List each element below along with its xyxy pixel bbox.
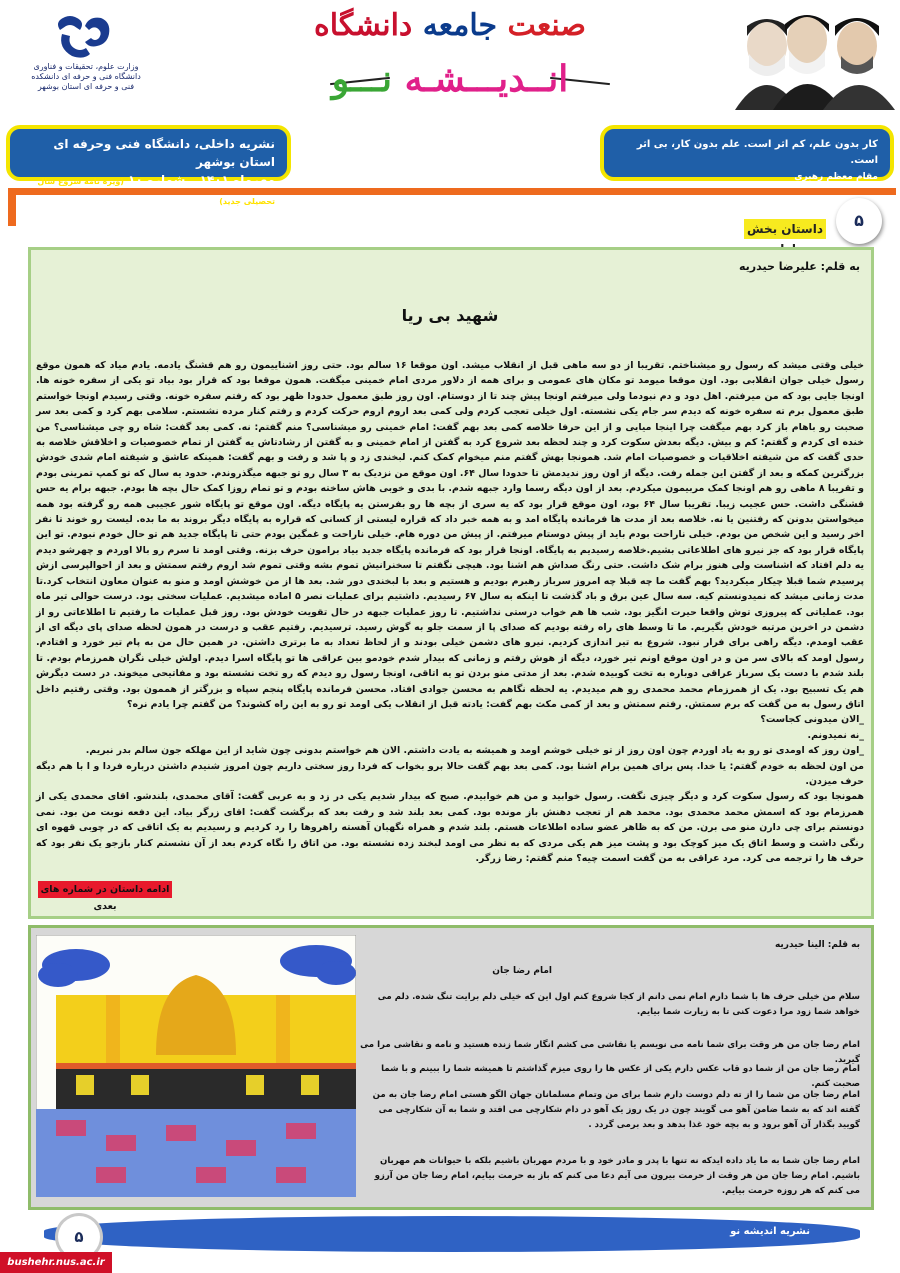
- newsletter-info-box: [6, 125, 291, 206]
- leaders-portraits: [735, 6, 895, 110]
- letter-paragraph: امام رضا جان شما به ما یاد داده ایدکه نه تنها با پدر و مادر خود و با مردم مهربان باشیم بلکه با حیوانات هم مهربان باشیم. امام رضا جان من هر وقت از حرمت بیرون می آیم دعا می کنم که باز به حرمت بیایم، امام رضا جان من آرزو می کنم که هر روزه حرمت بیایم.: [374, 1156, 860, 1196]
- newsletter-name: نشریه داخلی، دانشگاه فنی وحرفه ای استان بوشهر: [53, 137, 275, 169]
- letter-paragraph: امام رضا جان من از شما دو قاب عکس دارم یکی از عکس ها را روی میزم گذاشتم تا همیشه شما را ببینم و با شما صحبت کنم.: [381, 1064, 860, 1089]
- story-title: شهید بی ریا: [401, 306, 499, 325]
- continued-label: ادامه داستان در شماره های بعدی: [38, 881, 172, 898]
- quote-attribution: مقام معظم رهبری: [794, 172, 878, 182]
- publication-name-word-2: نـــو: [331, 58, 393, 100]
- masthead-word-2: جامعه: [422, 8, 498, 43]
- masthead-title: [270, 8, 630, 43]
- masthead-word-3: دانشگاه: [314, 8, 413, 43]
- story-paragraph: _اون روز که اومدی تو رو به یاد اوردم چون اون روز از تو خیلی خوشم اومد و همیشه به یادت داشتم. الان هم خواستم بدونی چون شاید از این مهلکه جون سالم بدر نبریم.: [85, 745, 864, 757]
- story-body: [36, 358, 864, 866]
- issue-number: مهرماه ۱۴۰۱ _ شماره ۱۰: [128, 173, 275, 187]
- letter-paragraph: امام رضا جان من هر وقت برای شما نامه می نویسم یا نقاشی می کشم انگار شما زنده هستید و نامه و نقاشی مرا می گیرید.: [360, 1040, 860, 1065]
- letter-author: به قلم: الینا حیدریه: [774, 940, 860, 950]
- university-emblem-icon: [30, 12, 140, 64]
- letter-paragraph: سلام من خیلی حرف ها با شما دارم امام نمی دانم از کجا شروع کنم اول این که خیلی دلم برایت تنگ شده. دلم می خواهد شما زود مرا دعوت کنی تا به زیارت شما بیایم.: [377, 992, 860, 1017]
- story-author: به قلم: علیرضا حیدریه: [738, 260, 860, 273]
- logo-caption: وزارت علوم، تحقیقات و فناوری دانشگاه فنی و حرفه ای دانشکده فنی و حرفه ای استان بوشهر: [31, 62, 141, 91]
- letter-salutation: امام رضا جان: [492, 966, 552, 976]
- story-paragraph: _الان میدونی کجاست؟: [760, 714, 864, 726]
- section-label: داستان بخش: [744, 219, 826, 239]
- page-number-badge: ۵: [836, 198, 882, 244]
- footer-url[interactable]: bushehr.nus.ac.ir: [0, 1252, 112, 1273]
- issue-note: (ویژه نامه شروع سال تحصیلی جدید): [37, 177, 275, 206]
- story-paragraph: من اون لحظه به خودم گفتم: یا خدا. پس برای همین برام اشنا بود. کمی بعد بهم گفت حالا برو بخواب که فردا روز سختی داریم چون امروز شنیدم داشتن درباره فردا و ا با هم دیگه حرف میزدن.: [36, 760, 864, 787]
- footer-publication: نشریه اندیشه نو: [730, 1226, 810, 1237]
- orange-divider-corner: [8, 188, 16, 226]
- publication-name-word-1: انــدیـــشـه: [404, 58, 569, 100]
- story-paragraph: همونجا بود که رسول سکوت کرد و دیگر چیزی نگفت. رسول خوابید و من هم خوابیدم. صبح که بیدار شدیم یکی در زد و به عربی گفت: آقای محمدی، بلندشو. اقای محمدی یکی از همرزمام بود که اسمش محمد محمدی بود. محمد هم از تعجب دهنش باز مونده بود. کمی بعد بلند شد و رفت بعد که برگشت گفت: اقای زرگر بیاد. این دفعه نوبت من بود. نمی دونستم برای چی دارن منو می برن. من که به ظاهر عضو ساده اطلاعات هستم. بلند شدم و همراه نگهبان آهسته راهروها را رد کردیم و رسیدیم به یک اتاقی که در چوبی قهوه ای رنگی داشت و وسط اتاق یک میز کوچک بود و پشت میز هم یکی مردی که به نظر می اومد لبخند زده نشسته بود. من اتاق را نگاه کردم بعد از آن نشستم کنار بازجو یک نفر بود که حرف ها را ترجمه می کرد. مرد عراقی به من گفت اسمت چیه؟ منم گفتم: رضا زرگر.: [36, 791, 864, 864]
- footer-page-number: ۵: [58, 1216, 100, 1258]
- publication-name: [300, 58, 600, 100]
- masthead-word-1: صنعت: [507, 8, 586, 43]
- story-paragraph: _نه نمیدونم.: [807, 729, 864, 741]
- orange-divider: [8, 188, 896, 195]
- quote-box: [600, 125, 894, 181]
- letter-paragraph: امام رضا جان من شما را از ته دلم دوست دارم شما برای من وتمام مسلمانان جهان الگو هستی امام رضا جان به من گفته اند که به شما ضامن آهو می گویند چون در یک روز یک آهو در دام شکارچی می افتد و شما به آن شکارچی می گویید بگذار آن آهو برود و به بچه خود غذا بدهد و بعد برمی گردد .: [372, 1090, 860, 1130]
- story-paragraph: خیلی وقتی میشد که رسول رو میشناختم. تقریبا از دو سه ماهی قبل از انقلاب میشد. اون موقعا ۱۶ سالم بود. حتی روز اشناییمون رو هم قشنگ یادمه. یادم میاد که همون موقع رسول خیلی جوان انقلابی بود. اون موقعا میومد تو مکان های عمومی و برای همه از دلاور مردی امام خمینی میگفت. همون موقعا بود که قرار بود بیاد تو یکی از سفره خونه ها. اونجا جایی بود که من میرفتم. اهل دود و دم نبودما ولی میرفتم اونجا پیش چند تا از دوستام. اون روز طبق معمول حدودا ظهر بود که رفتم سفره خونه. وقتی رسیدم اونجا خواستم طبق معمول برم ته سفره خونه که دیدم سر جام یکی نشسته. اول خیلی تعجب کردم ولی کمی بعد اروم اروم حرکت کردم و رفتم کنار مرده نشستم. سلامی بهم کرد و کمی بعد سر صحبت رو باهام باز کرد بهم میگفت چرا اینجا میایی و از این حرفا خلاصه کمی بعد بهم گفت: امام خمینی رو میشناسی؟ منم گفتم: نه. کمی بعد گفت: شاه رو چی میشناسی؟ من خنده ای کردم و گفتم: کم و بیش. دیگه بعدش سکوت کرد و چند لحظه بعد شروع کرد به گفتن از امام خمینی و به گفتن از رشادتاش یه گفتن از تمام خصوصیات و اخلاقش خلاصه به حدی گفت که من شیفته اخلاقیات و خصوصیات امام شد. همونجا بهش گفتم منم میخوام کمک کنم. لبخندی زد و پا شد و رفت و بهم گفت: همینکه عاشق و شیفته امام شدی خودش بزرگترین کمکه و بعد از گفتن این جمله رفت. دیگه از اون روز ندیدمش تا حدودا سال ۶۴. اون موقع من نزدیک به ۳ سال رو تو جبهه میگذروندم. حدود یه سال که تو کمپ تمرینی بودم و تقریبا ۸ ماهی رو هم اونجا کمک مربیمون میکردم. بعد از اون دیگه رسما وارد جبهه شدم. با بدی و خوبی هاش ساخته بودم و تو تمام روزا کمک حال بچه ها بودم. جبهه برام یه حس قشنگی داشت. حس عجیب زیبا. تقریبا سال ۶۴ بود، اون موقع قرار بود که یه سری از بچه ها رو بفرستن یه پایگاه دیگه. اون موقع تو پایگاه شور عجیبی همه رو گرفته بود همه میخواستن بدونن که رفتنین یا نه. خلاصه بعد از مدت ها فرمانده پایگاه امد و به همه خبر داد که قراره لیستی از کسانی که قراره به پایگاه دیگر بروند به ما بده. لیست رو خوند تا نفر اخر رسید و این شخص من بودم. خیلی ناراحت بودم باید از پیش دوستام میرفتم. از پیش من دوره هام. خیلی ناراحت و غمگین بودم حتی تا پایگاه جدید هم تو حال خودم نبودم. تو این پایگاه قرار بود که جز نیرو های اطلاعاتی بشیم.خلاصه رسیدیم به پایگاه. اونجا قرار بود که فرمانده پایگاه جدید بیاد برامون حرف بزنه. وقتی اومد تا سرم رو بالا اوردم و چهرشو دیدم یه دلم افتاد که اشناست ولی هنوز برام شک داشت. حتی رنگ صداش هم اشنا بود. هیچی نگفتم تا سخنرانیش تموم بشه وقتی تموم شد اروم رفتم سمتش و بعد از احوالپرسی ازش پرسیدم شما قبلا چیکار میکردید؟ بهم گفت ما چه قبلا چه امروز سرباز رهبرم بودیم و هستیم و بعد با لبخندی دور شد. بعد ها از من خوشش اومد و منو به عنوان معاون انتخاب کرد.تا مدت زمانی میشد که نمیدونستم کیه. سه سال عین برق و باد گذشت تا اینکه به سال ۶۷ رسیدیم. داشتیم برای عملیات نصر ۵ اماده میشدیم. عملیات سختی بود. درست حوالی تیر ماه بود. عملیاتی که پیروزی توش واقعا حیرت انگیز بود. شب ها هم خواب درستی نداشتیم. تا روز عملیات جبهه در حال تقویت خودش بود. روز قبل عملیات ما رفتیم تا اطلاعاتی رو از دشمن در اخرین مرتبه خودش بگیریم. ما تا وسط های راه رفته بودیم که صدای پا از سمت جلو به گوش رسید. ترسیدیم. رفتیم عقب و درست در همون لحظه صدای پای دیگه ای از عقب اومدم. دیگه راهی برای فرار نبود. شروع به تیر اندازی کردیم. نیرو های دشمن خیلی بودند و از لحاظ تعداد به ما برتری داشتن. در همین حال من به پام تیر خورد و افتادم. رسول اومد که بالای سر من و در اون موقع اونم تیر خورد، دیگه از هوش رفتم و زمانی که بیدار شدم خودمو بین عراقی ها تو پایگاه اسرا دیدم. اولش خیلی نگران همرزمام بودم. تا بلند شدم با دست یک سرباز عراقی دوباره به تخت کوبیده شدم. بعد از مدتی منو بردن تو یه اتاقی، اونجا رسول رو دیدم که رو تخت نشسته بود و مفاتیحی میخوند. در دست دیگرش هم یک تسبیح بود. یک از همرزمام محمد محمدی رو هم میدیدم. یه لحظه نگاهم به محسن جوادی افتاد. محسن فرمانده پایگاه پنجم سپاه و بزرگتر از هممون بود. وقتی رفتیم داخل اتاق رسول به من گفت که برم سمتش. رفتم سمتش و بعد از کمی مکث بهم گفت: یادته قبل از انقلاب یکی اومد تو رو به این راه کشوند؟ من گفتم چرا یادم نره؟: [36, 360, 865, 710]
- child-drawing: [36, 935, 356, 1197]
- quote-text: کار بدون علم، کم اثر است. علم بدون کار، بی اثر است.: [636, 139, 878, 166]
